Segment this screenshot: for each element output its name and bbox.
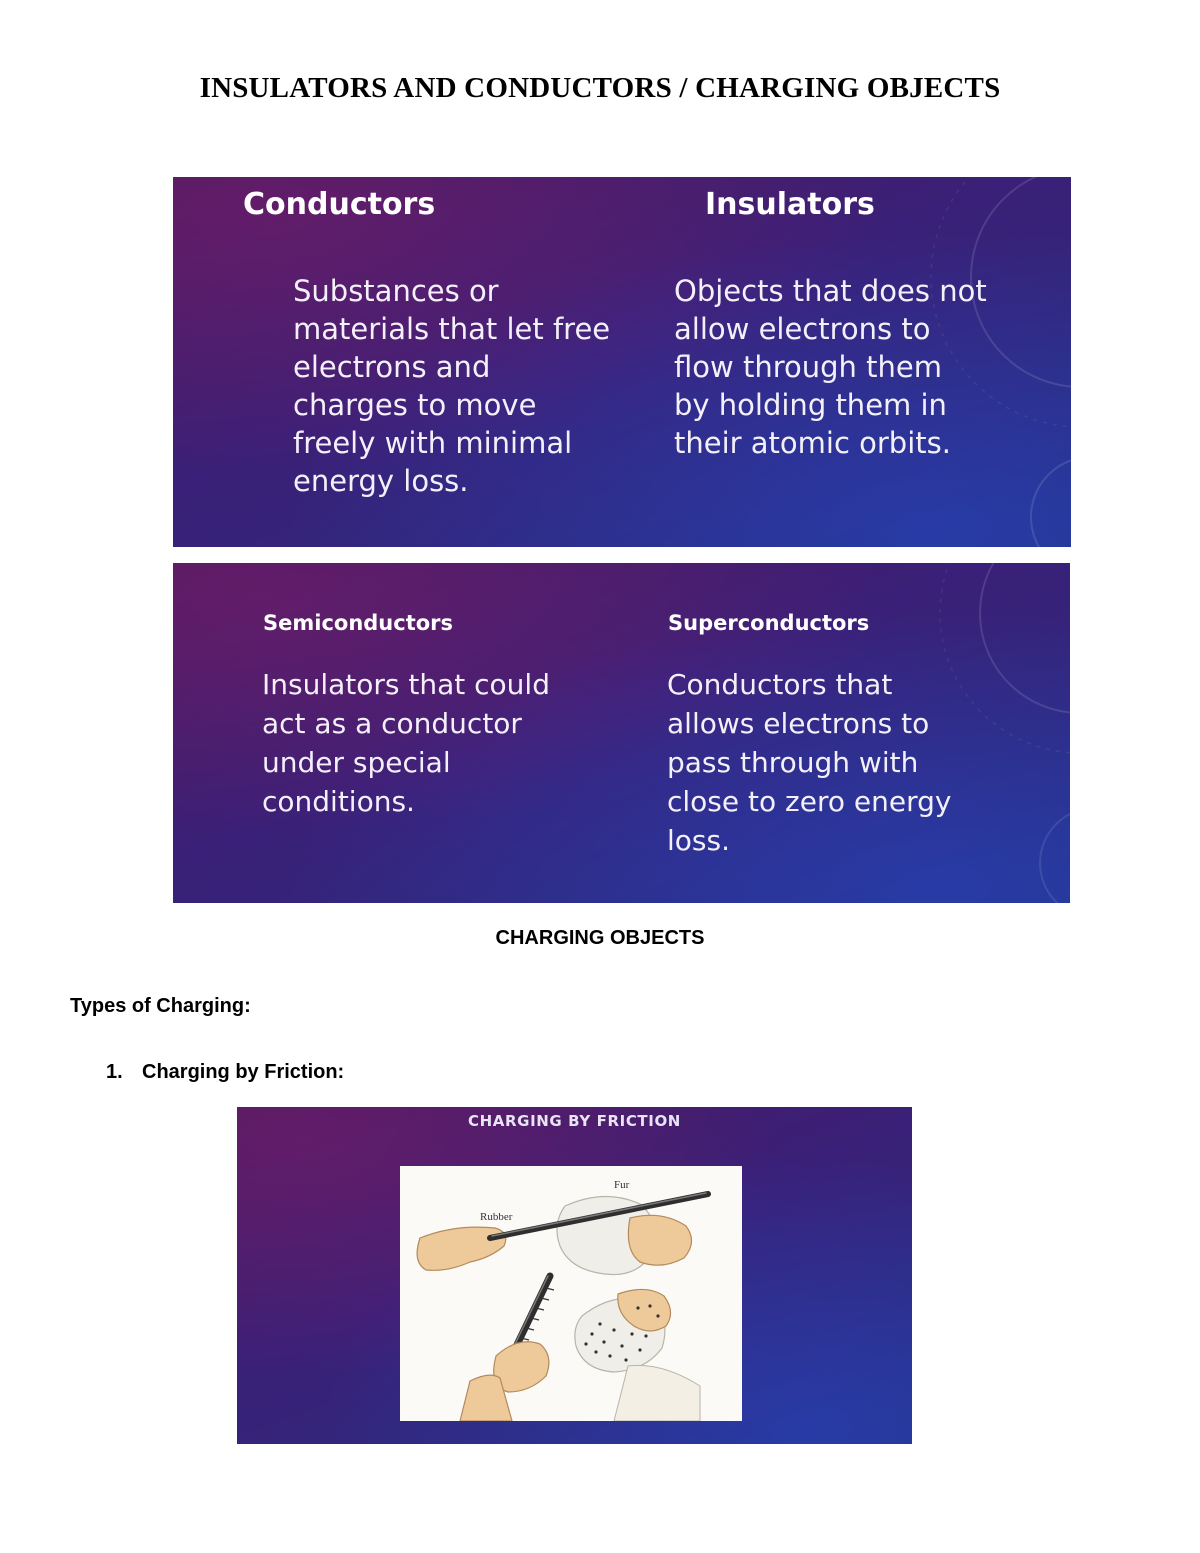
superconductors-description: Conductors that allows electrons to pass through with close to zero energy loss. [667, 668, 952, 857]
slide-charging-by-friction [237, 1107, 912, 1444]
conductors-heading: Conductors [243, 187, 436, 222]
superconductors-heading: Superconductors [668, 611, 870, 635]
slide-semiconductors-superconductors [173, 563, 1070, 903]
types-of-charging-label: Types of Charging: [70, 995, 251, 1017]
semiconductors-description: Insulators that could act as a conductor under special conditions. [262, 668, 550, 818]
slide-conductors-insulators [173, 177, 1071, 547]
list-item-charging-by-friction [106, 1061, 344, 1084]
rubber-rod-and-fur-illustration [400, 1166, 742, 1421]
conductors-description: Substances or materials that let free electrons and charges to move freely with minimal energy loss. [293, 274, 611, 498]
list-number: 1. [106, 1061, 123, 1083]
list-item-label: Charging by Friction: [142, 1061, 345, 1083]
charging-objects-heading: CHARGING OBJECTS [495, 927, 705, 949]
slide-title: CHARGING BY FRICTION [468, 1112, 681, 1130]
rubber-label: Rubber [480, 1211, 513, 1223]
document-title: INSULATORS AND CONDUCTORS / CHARGING OBJECTS [199, 72, 1001, 104]
insulators-description: Objects that does not allow electrons to flow through them by holding them in their atomic orbits. [674, 274, 987, 460]
insulators-heading: Insulators [705, 187, 875, 222]
fur-label: Fur [614, 1179, 630, 1191]
semiconductors-heading: Semiconductors [263, 611, 454, 635]
friction-illustration [400, 1166, 742, 1421]
